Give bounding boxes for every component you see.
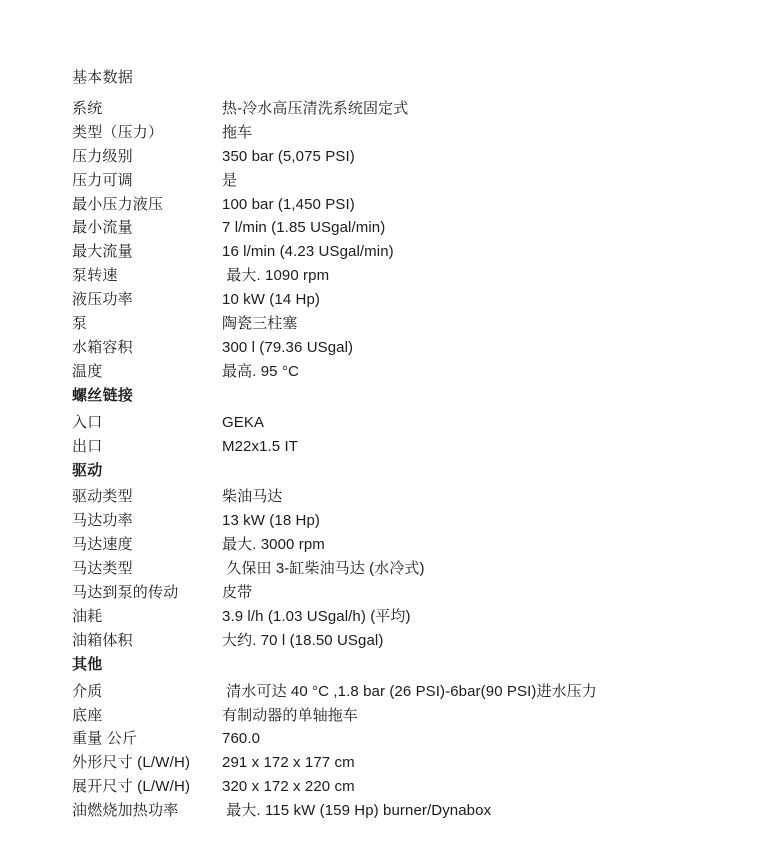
- spec-value: 最大. 115 kW (159 Hp) burner/Dynabox: [222, 802, 492, 820]
- spec-section: [72, 66, 732, 384]
- spec-label: 展开尺寸 (L/W/H): [72, 778, 191, 796]
- spec-row: [72, 581, 732, 605]
- spec-row: [72, 509, 732, 533]
- spec-row: [72, 360, 732, 384]
- section-rows: [72, 485, 732, 652]
- spec-label: 油耗: [72, 607, 103, 625]
- spec-row: [72, 680, 732, 704]
- spec-label: 压力级别: [72, 147, 133, 165]
- spec-value: 清水可达 40 °C ,1.8 bar (26 PSI)-6bar(90 PSI)进水压力: [222, 682, 597, 700]
- spec-value: 100 bar (1,450 PSI): [222, 195, 355, 213]
- spec-row: [72, 216, 732, 240]
- spec-label: 类型（压力）: [72, 123, 164, 141]
- spec-label: 油箱体积: [72, 631, 133, 649]
- spec-value: 拖车: [222, 123, 253, 141]
- spec-value: 300 l (79.36 USgal): [222, 338, 354, 356]
- spec-label: 介质: [72, 682, 103, 700]
- spec-value: 久保田 3-缸柴油马达 (水冷式): [222, 560, 425, 578]
- spec-row: [72, 775, 732, 799]
- spec-row: [72, 533, 732, 557]
- spec-label: 马达到泵的传动: [72, 584, 179, 602]
- section-heading: 驱动: [72, 461, 103, 479]
- spec-label: 泵: [72, 315, 88, 333]
- section-heading: 螺丝链接: [72, 386, 134, 404]
- spec-value: 350 bar (5,075 PSI): [222, 147, 355, 165]
- section-heading: 其他: [72, 655, 103, 673]
- spec-row: [72, 145, 732, 169]
- spec-label: 油燃烧加热功率: [72, 802, 179, 820]
- spec-label: 出口: [72, 437, 103, 455]
- spec-value: 柴油马达: [222, 488, 283, 506]
- spec-value: 7 l/min (1.85 USgal/min): [222, 219, 386, 237]
- section-rows: [72, 97, 732, 384]
- spec-row: [72, 799, 732, 823]
- spec-row: [72, 336, 732, 360]
- spec-row: [72, 485, 732, 509]
- spec-label: 驱动类型: [72, 488, 133, 506]
- spec-sheet: [72, 66, 732, 823]
- spec-label: 马达速度: [72, 536, 133, 554]
- spec-value: 291 x 172 x 177 cm: [222, 754, 355, 772]
- spec-value: M22x1.5 IT: [222, 437, 299, 455]
- spec-value: 最大. 1090 rpm: [222, 267, 330, 285]
- spec-label: 入口: [72, 413, 103, 431]
- spec-value: 最高. 95 °C: [222, 362, 299, 380]
- spec-row: [72, 751, 732, 775]
- spec-section: [72, 459, 732, 653]
- spec-label: 底座: [72, 706, 103, 724]
- spec-row: [72, 605, 732, 629]
- spec-row: [72, 557, 732, 581]
- spec-label: 马达类型: [72, 560, 133, 578]
- spec-row: [72, 121, 732, 145]
- spec-row: [72, 240, 732, 264]
- spec-value: 有制动器的单轴拖车: [222, 706, 358, 724]
- spec-label: 水箱容积: [72, 338, 133, 356]
- spec-row: [72, 264, 732, 288]
- spec-row: [72, 288, 732, 312]
- spec-row: [72, 193, 732, 217]
- spec-label: 液压功率: [72, 291, 133, 309]
- spec-row: [72, 629, 732, 653]
- spec-label: 系统: [72, 99, 103, 117]
- spec-row: [72, 727, 732, 751]
- spec-value: 是: [222, 171, 238, 189]
- spec-row: [72, 411, 732, 435]
- spec-label: 泵转速: [72, 267, 118, 285]
- spec-section: [72, 384, 732, 459]
- spec-value: 最大. 3000 rpm: [222, 536, 325, 554]
- spec-value: 16 l/min (4.23 USgal/min): [222, 243, 394, 261]
- spec-value: 10 kW (14 Hp): [222, 291, 320, 309]
- spec-label: 最小压力液压: [72, 195, 164, 213]
- section-rows: [72, 680, 732, 823]
- spec-value: 热-冷水高压清洗系统固定式: [222, 99, 409, 117]
- spec-row: [72, 169, 732, 193]
- spec-value: 760.0: [222, 730, 261, 748]
- spec-row: [72, 312, 732, 336]
- spec-label: 压力可调: [72, 171, 133, 189]
- spec-label: 温度: [72, 362, 103, 380]
- spec-value: 320 x 172 x 220 cm: [222, 778, 355, 796]
- spec-label: 重量 公斤: [72, 730, 138, 748]
- spec-value: 陶瓷三柱塞: [222, 315, 298, 333]
- spec-value: GEKA: [222, 413, 265, 431]
- spec-row: [72, 435, 732, 459]
- spec-value: 3.9 l/h (1.03 USgal/h) (平均): [222, 607, 411, 625]
- spec-label: 马达功率: [72, 512, 133, 530]
- spec-label: 外形尺寸 (L/W/H): [72, 754, 191, 772]
- spec-section: [72, 653, 732, 823]
- spec-label: 最大流量: [72, 243, 133, 261]
- spec-row: [72, 97, 732, 121]
- spec-value: 皮带: [222, 584, 253, 602]
- spec-label: 最小流量: [72, 219, 133, 237]
- spec-value: 大约. 70 l (18.50 USgal): [222, 631, 384, 649]
- section-rows: [72, 411, 732, 459]
- spec-value: 13 kW (18 Hp): [222, 512, 320, 530]
- spec-row: [72, 704, 732, 728]
- section-heading: 基本数据: [72, 69, 134, 86]
